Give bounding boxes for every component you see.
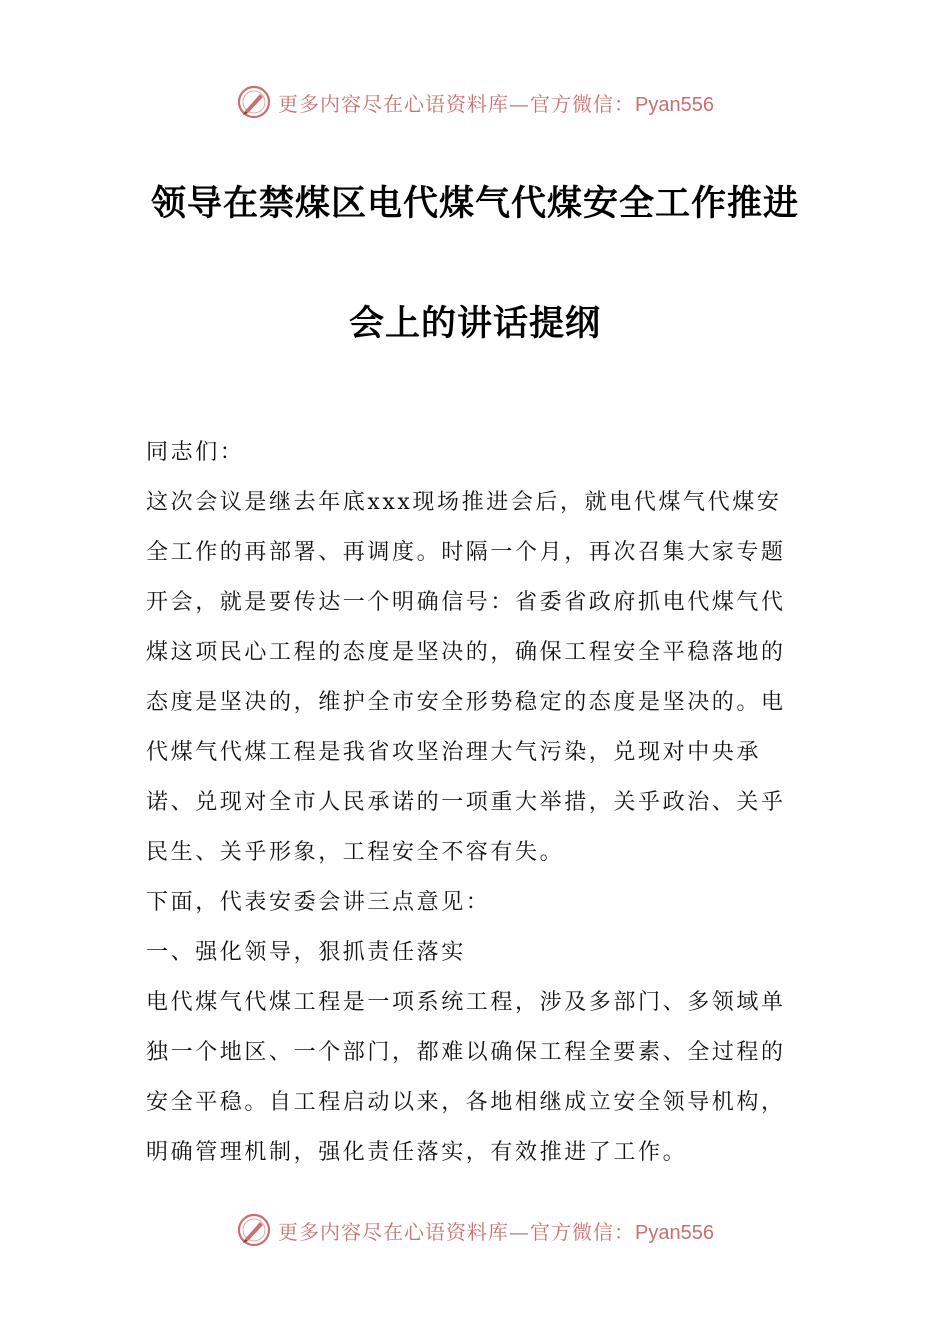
watermark-label: 官方微信： <box>530 91 636 116</box>
header-watermark <box>0 80 950 124</box>
document-title-line-1: 领导在禁煤区电代煤气代煤安全工作推进 <box>150 184 799 224</box>
watermark-label: 官方微信： <box>530 1219 636 1244</box>
footer-watermark <box>0 1208 950 1252</box>
watermark-dash: — <box>509 1219 531 1244</box>
watermark-wechat-id: Pyan556 <box>635 1221 714 1244</box>
watermark-wechat-id: Pyan556 <box>635 93 714 116</box>
document-title-line-2: 会上的讲话提纲 <box>348 304 601 344</box>
document-body <box>146 428 806 1178</box>
paragraph-3: 电代煤气代煤工程是一项系统工程，涉及多部门、多领域单独一个地区、一个部门，都难以确保工程全要素、全过程的安全平稳。自工程启动以来，各地相继成立安全领导机构，明确管理机制，强化责任落实，有效推进了工作。 <box>146 990 786 1165</box>
watermark-text <box>278 88 714 117</box>
watermark-text <box>278 1216 714 1245</box>
section-heading-1: 一、强化领导，狠抓责任落实 <box>146 940 466 965</box>
paragraph-2: 下面，代表安委会讲三点意见： <box>146 890 491 915</box>
greeting: 同志们： <box>146 440 245 465</box>
pen-logo-icon <box>236 1212 272 1248</box>
watermark-dash: — <box>509 91 531 116</box>
paragraph-1: 这次会议是继去年底xxx现场推进会后，就电代煤气代煤安全工作的再部署、再调度。时隔一个月，再次召集大家专题开会，就是要传达一个明确信号：省委省政府抓电代煤气代煤这项民心工程的态度是坚决的，确保工程安全平稳落地的态度是坚决的，维护全市安全形势稳定的态度是坚决的。电代煤气代煤工程是我省攻坚治理大气污染，兑现对中央承诺、兑现对全市人民承诺的一项重大举措，关乎政治、关乎民生、关乎形象，工程安全不容有失。 <box>146 490 786 865</box>
pen-logo-icon <box>236 84 272 120</box>
watermark-brand: 更多内容尽在心语资料库 <box>278 91 510 116</box>
watermark-brand: 更多内容尽在心语资料库 <box>278 1219 510 1244</box>
